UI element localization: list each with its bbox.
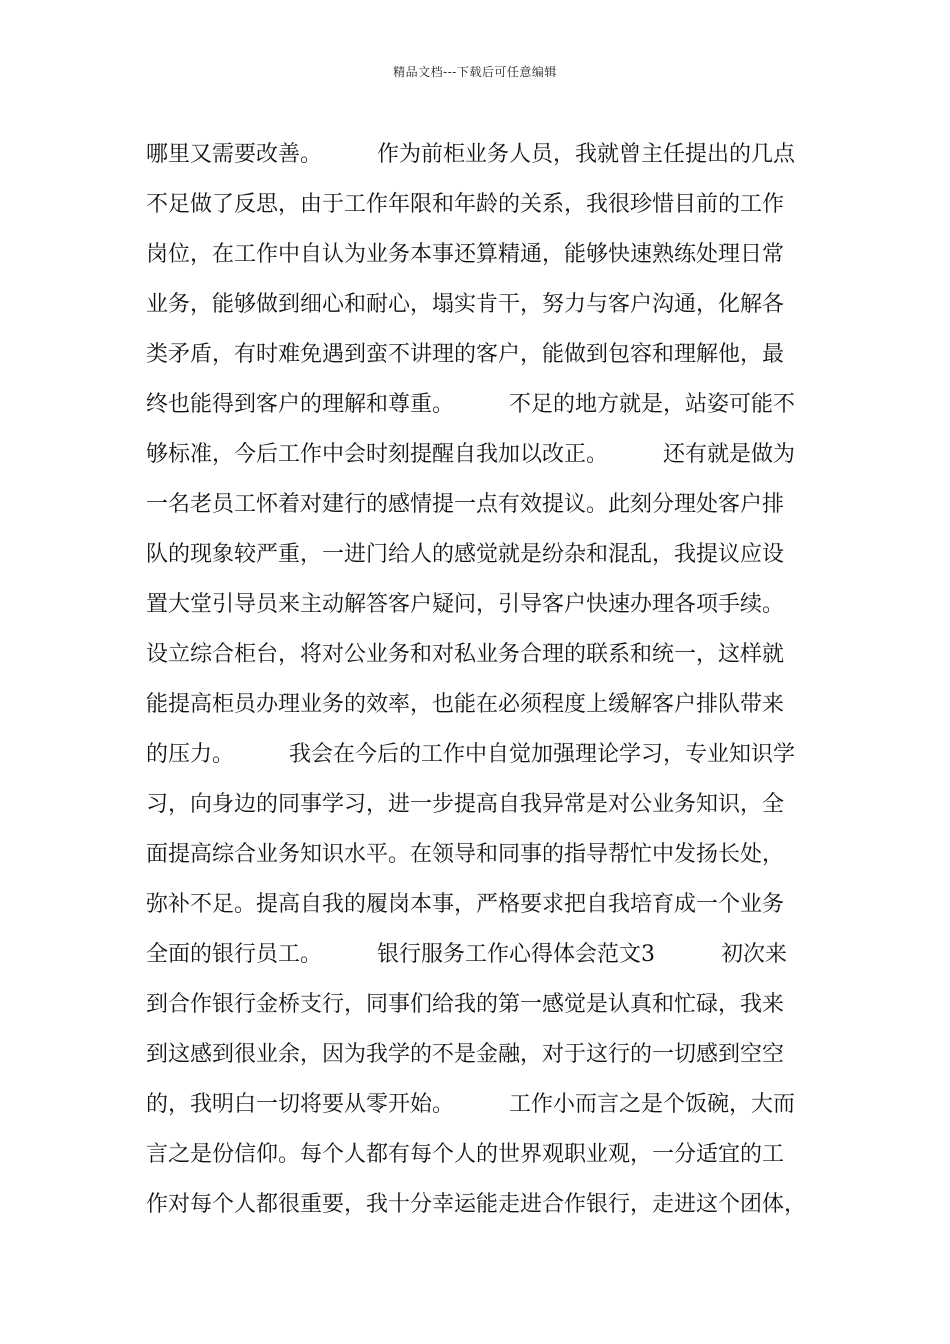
text-line: 面提高综合业务知识水平。在领导和同事的指导帮忙中发扬长处，	[146, 842, 785, 867]
text-line: 弥补不足。提高自我的履岗本事，严格要求把自我培育成一个业务	[146, 892, 785, 917]
text-line: 到合作银行金桥支行，同事们给我的第一感觉是认真和忙碌，我来	[146, 992, 785, 1017]
text-line: 一名老员工怀着对建行的感情提一点有效提议。此刻分理处客户排	[146, 492, 785, 517]
text-line: 的，我明白一切将要从零开始。 工作小而言之是个饭碗，大而	[146, 1092, 796, 1117]
page-header: 精品文档---下载后可任意编辑	[393, 65, 557, 79]
text-line: 哪里又需要改善。 作为前柜业务人员，我就曾主任提出的几点	[146, 142, 796, 167]
text-line: 全面的银行员工。 银行服务工作心得体会范文3 初次来	[146, 942, 787, 967]
text-line: 习，向身边的同事学习，进一步提高自我异常是对公业务知识，全	[146, 792, 785, 817]
text-line: 到这感到很业余，因为我学的不是金融，对于这行的一切感到空空	[146, 1042, 785, 1067]
text-line: 能提高柜员办理业务的效率，也能在必须程度上缓解客户排队带来	[146, 692, 785, 717]
text-line: 作对每个人都很重要，我十分幸运能走进合作银行，走进这个团体，	[146, 1192, 807, 1217]
text-line: 不足做了反思，由于工作年限和年龄的关系，我很珍惜目前的工作	[146, 192, 785, 217]
document-body	[146, 130, 826, 1230]
text-line: 业务，能够做到细心和耐心，塌实肯干，努力与客户沟通，化解各	[146, 292, 785, 317]
text-line: 终也能得到客户的理解和尊重。 不足的地方就是，站姿可能不	[146, 392, 796, 417]
text-line: 设立综合柜台，将对公业务和对私业务合理的联系和统一，这样就	[146, 642, 785, 667]
text-line: 队的现象较严重，一进门给人的感觉就是纷杂和混乱，我提议应设	[146, 542, 785, 567]
text-line: 够标准，今后工作中会时刻提醒自我加以改正。 还有就是做为	[146, 442, 796, 467]
text-line: 置大堂引导员来主动解答客户疑问，引导客户快速办理各项手续。	[146, 592, 785, 617]
text-line: 言之是份信仰。每个人都有每个人的世界观职业观，一分适宜的工	[146, 1142, 785, 1167]
text-line: 的压力。 我会在今后的工作中自觉加强理论学习，专业知识学	[146, 742, 796, 767]
text-line: 类矛盾，有时难免遇到蛮不讲理的客户，能做到包容和理解他，最	[146, 342, 785, 367]
text-line: 岗位，在工作中自认为业务本事还算精通，能够快速熟练处理日常	[146, 242, 785, 267]
